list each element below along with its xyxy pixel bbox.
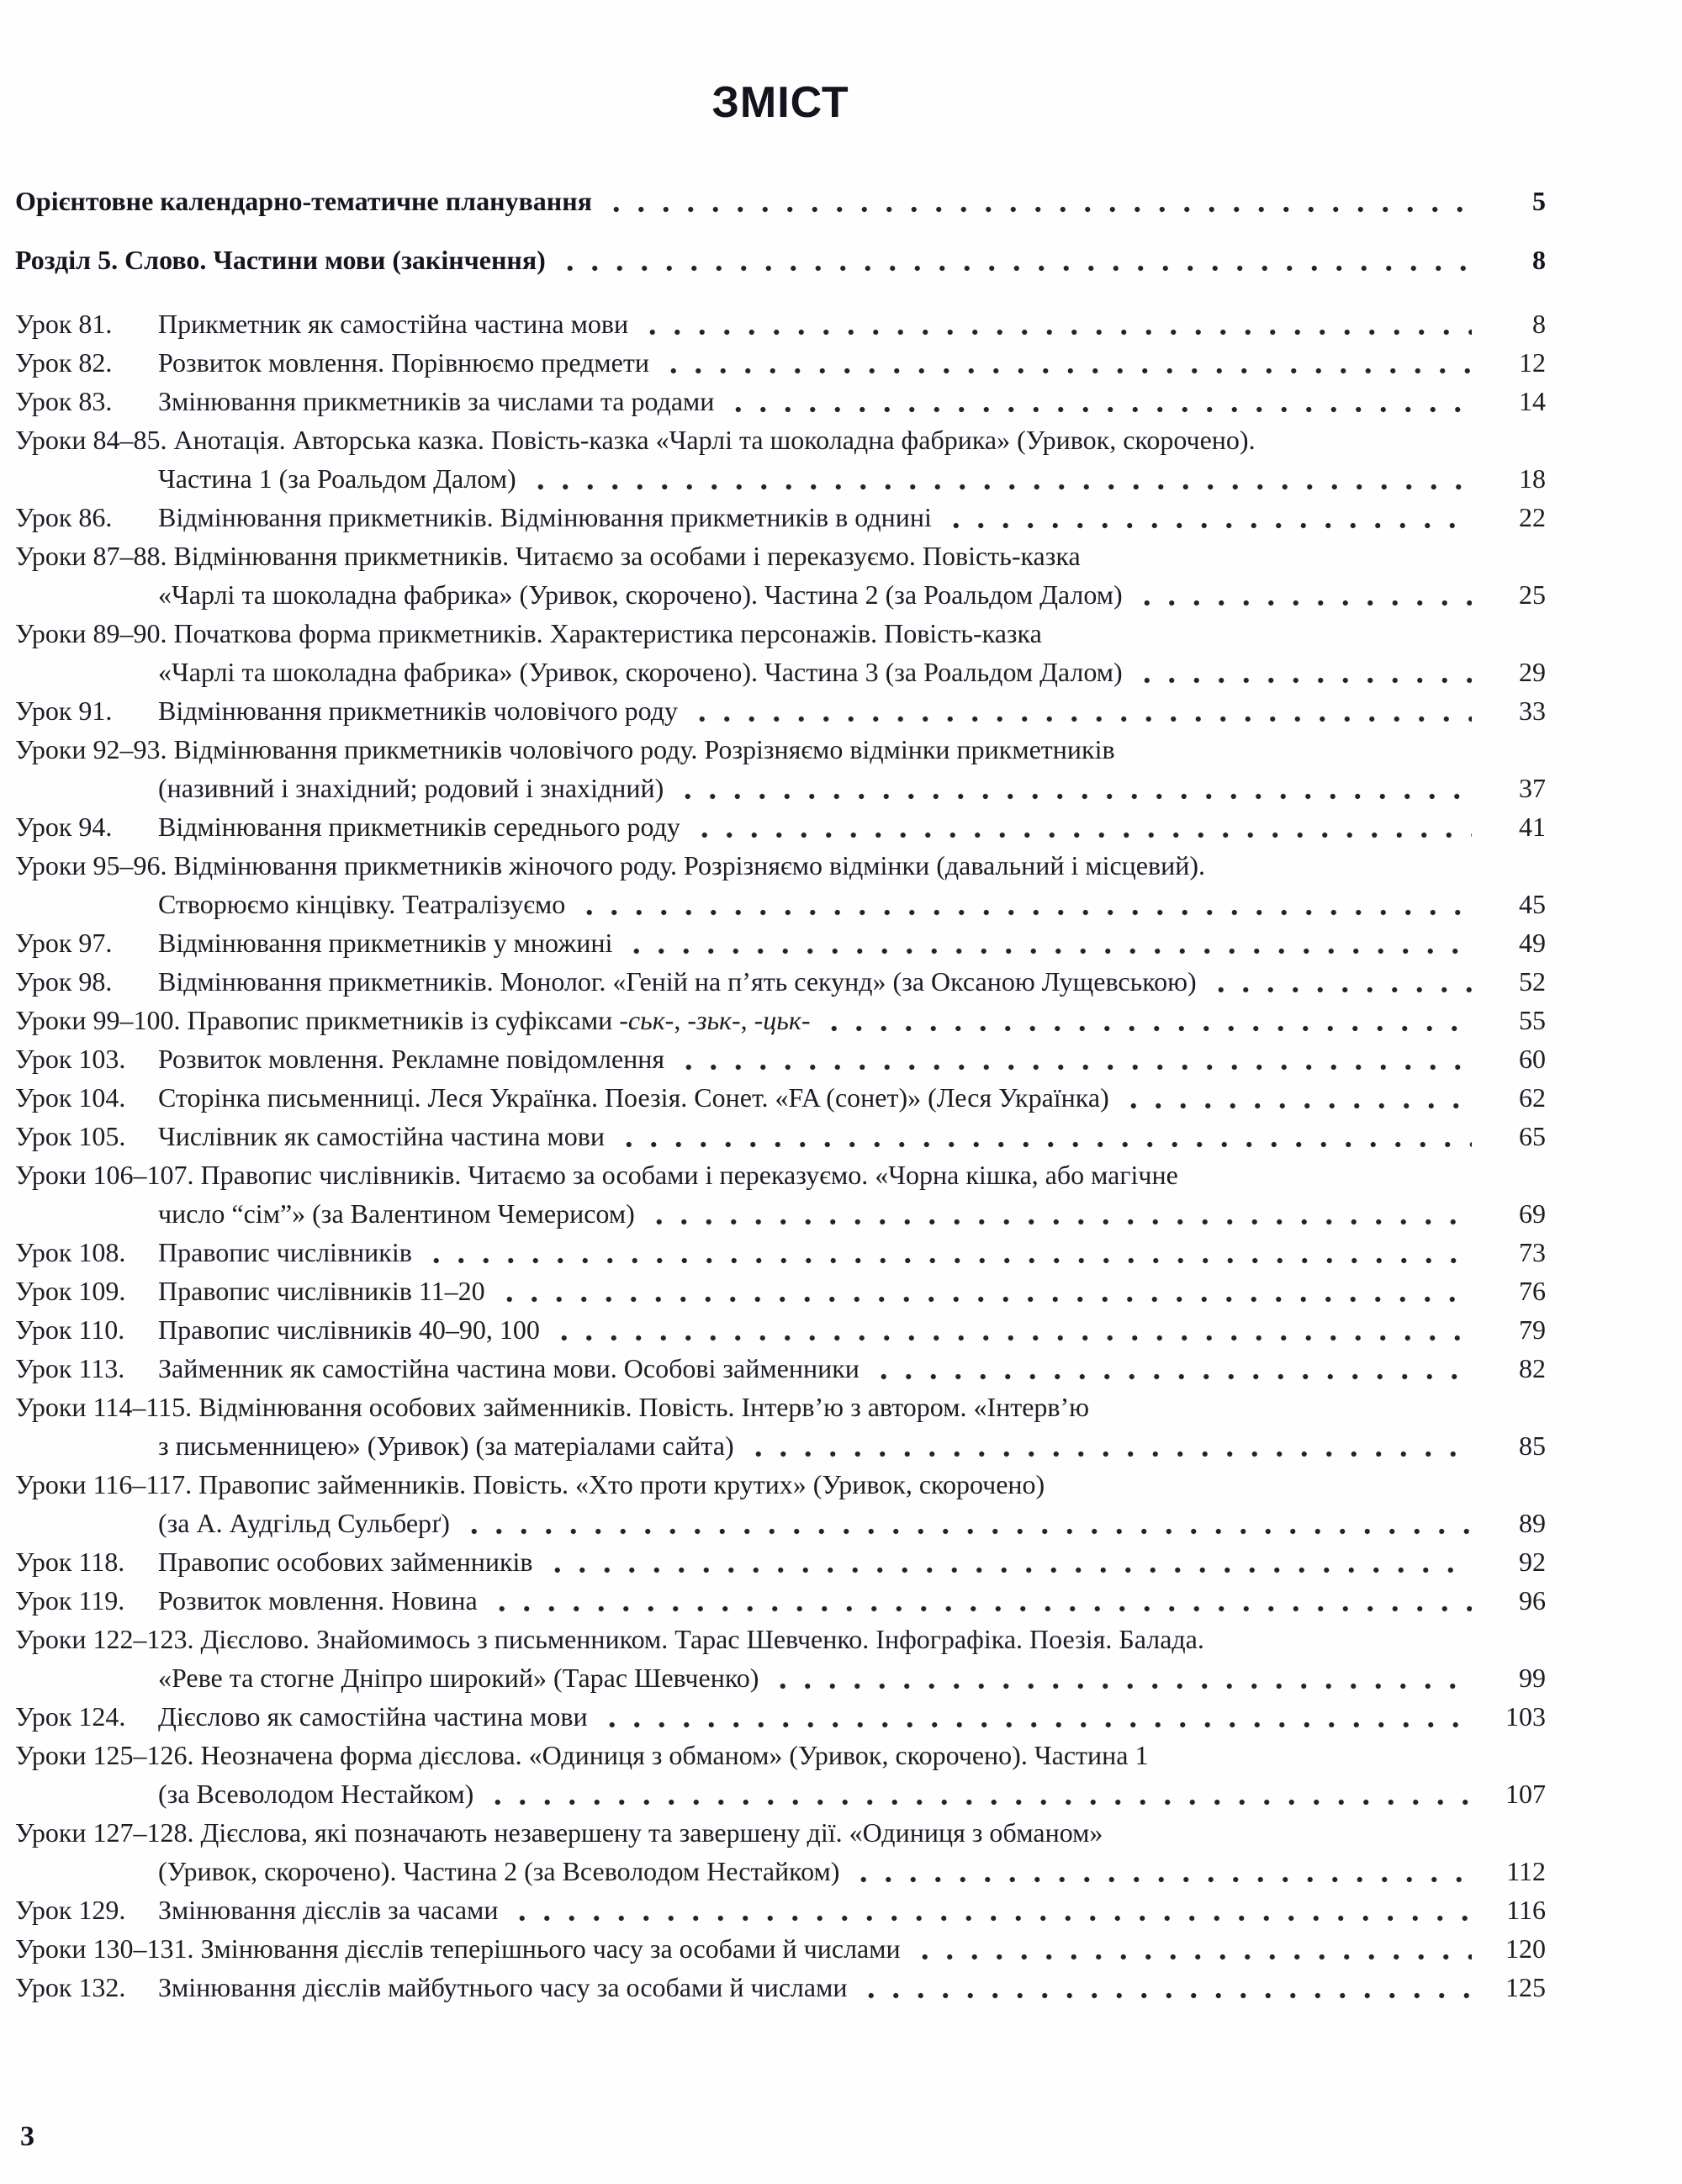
lesson-number-label: Урок 103. [15,1044,126,1074]
toc-entry-line-continuation [15,1852,1546,1891]
page-number: 41 [1519,812,1546,842]
entry-title-text: Змінювання дієслів за часами [158,1895,499,1925]
entry-title-text: Анотація. Авторська казка. Повість-казка «Чарлі та шоколадна фабрика» (Уривок, скорочено). [173,425,1256,455]
page-number: 60 [1519,1044,1546,1074]
dot-leader [911,1929,1472,1968]
page-number: 62 [1519,1082,1546,1113]
page-number: 8 [1532,309,1546,339]
toc-entry-line [15,1542,1546,1581]
page-number: 103 [1505,1701,1546,1732]
entry-title-text: Правопис числівників 40–90, 100 [158,1314,540,1345]
page-number: 29 [1519,657,1546,687]
toc-entry-line-continuation [15,653,1546,691]
entry-title-text: число “сім”» (за Валентином Чемерисом) [158,1198,635,1229]
toc-entry-line [15,498,1546,537]
toc-entry-line [15,807,1546,846]
toc-entry-line-continuation [15,575,1546,614]
entry-title-text: Неозначена форма дієслова. «Одиниця з обманом» (Уривок, скорочено). Частина 1 [200,1740,1149,1770]
lesson-number-label: Урок 118. [15,1547,125,1577]
toc-entry-line [15,1117,1546,1155]
dot-leader [674,1039,1472,1078]
toc-entry [15,846,1546,923]
toc-entry-line [15,846,1546,885]
lesson-number-label: Урок 113. [15,1353,125,1383]
toc-entry-line [15,691,1546,730]
entry-title-text: Відмінювання прикметників чоловічого роду. Розрізняємо відмінки прикметників [173,734,1115,764]
dot-leader [849,1852,1472,1891]
toc-entry [15,1310,1546,1349]
entry-title-text: Відмінювання прикметників у множині [158,928,613,958]
lesson-number-label: Урок 104. [15,1082,126,1113]
dot-leader [1133,575,1472,614]
entry-title-text: Частина 1 (за Роальдом Далом) [158,463,516,494]
toc-section-heading [15,241,1546,279]
page-number: 18 [1519,463,1546,494]
entry-title-text: Змінювання дієслів теперішнього часу за особами й числами [200,1933,901,1964]
toc-entry [15,1581,1546,1620]
lesson-number-label: Уроки 89–90. [15,618,174,648]
page-number: 82 [1519,1353,1546,1383]
entry-title-text: Відмінювання прикметників. Монолог. «Геній на п’ять секунд» (за Оксаною Лущевською) [158,966,1197,997]
lesson-number-label: Уроки 92–93. [15,734,174,764]
dot-leader [526,459,1472,498]
lesson-number-label: Урок 105. [15,1121,126,1151]
entry-title-text: «Чарлі та шоколадна фабрика» (Уривок, скорочено). Частина 2 (за Роальдом Далом) [158,579,1123,610]
toc-entry-line [15,1736,1546,1774]
entry-title-text: Відмінювання прикметників чоловічого роду [158,695,678,726]
footer-page-number: 3 [20,2121,34,2152]
dot-leader [1207,962,1472,1001]
entry-title-text: Відмінювання прикметників. Відмінювання прикметників в однині [158,502,932,532]
dot-leader [724,382,1472,420]
dot-leader [688,691,1472,730]
dot-leader [638,304,1472,343]
entry-title-text: «Чарлі та шоколадна фабрика» (Уривок, скорочено). Частина 3 (за Роальдом Далом) [158,657,1123,687]
toc-entry [15,1620,1546,1697]
entry-title-text: Числівник як самостійна частина мови [158,1121,605,1151]
toc-entry-line-continuation [15,1658,1546,1697]
toc-entry [15,1349,1546,1388]
lesson-number-label: Урок 94. [15,812,113,842]
page-number: 5 [1532,186,1546,216]
lesson-number-label: Урок 98. [15,966,113,997]
lesson-number-label: Уроки 122–123. [15,1624,201,1654]
toc-entry [15,807,1546,846]
dot-leader [615,1117,1472,1155]
toc-entry-line [15,241,1546,279]
page-number: 52 [1519,966,1546,997]
dot-leader [543,1542,1472,1581]
dot-leader [674,769,1472,807]
toc-entry-line [15,1388,1546,1426]
dot-leader [744,1426,1472,1465]
toc-entry [15,1929,1546,1968]
page-number: 125 [1505,1972,1546,2002]
entry-title-text: Відмінювання прикметників середнього роду [158,812,680,842]
dot-leader [602,182,1472,220]
page-number: 55 [1519,1005,1546,1035]
page-number: 8 [1532,245,1546,275]
toc-entry [15,1388,1546,1465]
lesson-number-label: Урок 82. [15,347,113,378]
entry-title-text: Правопис числівників [158,1237,412,1267]
toc-entry [15,1155,1546,1233]
toc-entry-line-continuation [15,1504,1546,1542]
toc-entry-line [15,1001,1546,1039]
lesson-number-label: Уроки 99–100. [15,1005,188,1035]
dot-leader [870,1349,1472,1388]
entry-title-text: Правопис числівників 11–20 [158,1276,485,1306]
entry-title-text: Відмінювання прикметників. Читаємо за особами і переказуємо. Повість-казка [173,541,1081,571]
toc-entry [15,1542,1546,1581]
entry-title-text: Змінювання прикметників за числами та родами [158,386,715,416]
toc-entry [15,730,1546,807]
page-number: 25 [1519,579,1546,610]
lesson-number-label: Уроки 130–131. [15,1933,201,1964]
page-number: 45 [1519,889,1546,919]
entry-title-text: Початкова форма прикметників. Характеристика персонажів. Повість-казка [173,618,1042,648]
entry-title-text: (називний і знахідний; родовий і знахідний) [158,773,664,803]
toc-entry [15,1039,1546,1078]
toc-entry [15,304,1546,343]
page-number: 69 [1519,1198,1546,1229]
page-number: 96 [1519,1585,1546,1616]
dot-leader [645,1194,1472,1233]
entry-title-text: «Реве та стогне Дніпро широкий» (Тарас Шевченко) [158,1663,759,1693]
lesson-number-label: Урок 91. [15,695,113,726]
toc-entry-line [15,304,1546,343]
dot-leader [942,498,1472,537]
dot-leader [769,1658,1472,1697]
toc-entry [15,1078,1546,1117]
entry-title-text: Змінювання дієслів майбутнього часу за особами й числами [158,1972,848,2002]
page-number: 73 [1519,1237,1546,1267]
toc-entry-line [15,1891,1546,1929]
toc-entry-line-continuation [15,1194,1546,1233]
toc-entry-line [15,343,1546,382]
entry-title-text: Дієслова, які позначають незавершену та завершену дії. «Одиниця з обманом» [200,1817,1103,1848]
entry-title-text: Відмінювання прикметників жіночого роду. Розрізняємо відмінки (давальний і місцевий). [173,850,1206,880]
dot-leader [550,1310,1472,1349]
toc-entry [15,962,1546,1001]
lesson-number-label: Урок 108. [15,1237,126,1267]
dot-leader [460,1504,1472,1542]
entry-title-text: Прикметник як самостійна частина мови [158,309,629,339]
toc-entry [15,420,1546,498]
toc-entry-line [15,614,1546,653]
entry-title-text: Дієслово. Знайомимось з письменником. Тарас Шевченко. Інфографіка. Поезія. Балада. [200,1624,1204,1654]
page-number: 112 [1506,1856,1546,1886]
entry-title-text: (Уривок, скорочено). Частина 2 (за Всеволодом Нестайком) [158,1856,840,1886]
page-number: 22 [1519,502,1546,532]
toc-entry [15,537,1546,614]
dot-leader [622,923,1472,962]
toc-entry [15,1465,1546,1542]
entry-title-text: Правопис займенників. Повість. «Хто проти крутих» (Уривок, скорочено) [198,1469,1045,1499]
lesson-number-label: Урок 110. [15,1314,125,1345]
entry-title-text: (за А. Аудгільд Сульберґ) [158,1508,450,1538]
toc-entry-line [15,1078,1546,1117]
toc-entry-line [15,923,1546,962]
entry-title-text: (за Всеволодом Нестайком) [158,1779,474,1809]
toc-entry-line [15,730,1546,769]
toc-entry [15,1001,1546,1039]
toc-entry-line-continuation [15,1774,1546,1813]
toc-entry-line [15,1310,1546,1349]
toc-entry-line [15,1813,1546,1852]
dot-leader [659,343,1472,382]
lesson-number-label: Урок 124. [15,1701,126,1732]
dot-leader [495,1272,1472,1310]
toc-entry-line [15,1039,1546,1078]
toc-entry [15,1891,1546,1929]
page-number: 14 [1519,386,1546,416]
toc-entry-line [15,1272,1546,1310]
toc-entry [15,1736,1546,1813]
lesson-number-label: Урок 97. [15,928,113,958]
toc-entry [15,498,1546,537]
toc-entry-line [15,1697,1546,1736]
entry-title-text: з письменницею» (Уривок) (за матеріалами сайта) [158,1430,734,1461]
dot-leader [598,1697,1472,1736]
lesson-number-label: Урок 83. [15,386,113,416]
dot-leader [857,1968,1472,2007]
entry-title-text: Орієнтовне календарно-тематичне планування [15,186,592,216]
entry-title-text: Розвиток мовлення. Рекламне повідомлення [158,1044,665,1074]
toc-entry-line [15,1233,1546,1272]
toc-entry-line-continuation [15,885,1546,923]
lesson-number-label: Урок 81. [15,309,113,339]
toc-entry-line [15,1155,1546,1194]
page-number: 85 [1519,1430,1546,1461]
toc-entry-line [15,1465,1546,1504]
dot-leader [488,1581,1472,1620]
entry-title-text: Відмінювання особових займенників. Повість. Інтерв’ю з автором. «Інтерв’ю [198,1392,1090,1422]
toc-entry-line [15,182,1546,220]
page-number: 120 [1505,1933,1546,1964]
toc-entry-line [15,1581,1546,1620]
page-number: 107 [1505,1779,1546,1809]
toc-entry [15,1233,1546,1272]
toc-entry-line [15,382,1546,420]
lesson-number-label: Урок 129. [15,1895,126,1925]
toc-entry [15,1813,1546,1891]
entry-title-text: Правопис прикметників із суфіксами -ськ-, -зьк-, -цьк- [187,1005,811,1035]
entry-title-text: Займенник як самостійна частина мови. Особові займенники [158,1353,860,1383]
page-title: ЗМІСТ [711,78,849,127]
dot-leader [556,241,1472,279]
toc-entry [15,691,1546,730]
table-of-contents [15,182,1546,2007]
dot-leader [690,807,1472,846]
lesson-number-label: Уроки 127–128. [15,1817,201,1848]
lesson-number-label: Урок 109. [15,1276,126,1306]
page-number: 12 [1519,347,1546,378]
page-number: 76 [1519,1276,1546,1306]
page-number: 89 [1519,1508,1546,1538]
entry-title-text: Сторінка письменниці. Леся Українка. Поезія. Сонет. «FA (сонет)» (Леся Українка) [158,1082,1109,1113]
lesson-number-label: Уроки 95–96. [15,850,174,880]
entry-title-text: Правопис особових займенників [158,1547,533,1577]
lesson-number-label: Урок 119. [15,1585,125,1616]
entry-title-text: Розвиток мовлення. Новина [158,1585,478,1616]
page-number: 33 [1519,695,1546,726]
lesson-number-label: Уроки 116–117. [15,1469,199,1499]
page-number: 99 [1519,1663,1546,1693]
lesson-number-label: Уроки 125–126. [15,1740,201,1770]
toc-entry-line-continuation [15,769,1546,807]
page-number: 37 [1519,773,1546,803]
toc-entry [15,614,1546,691]
page-number: 92 [1519,1547,1546,1577]
page-number: 79 [1519,1314,1546,1345]
toc-entry [15,343,1546,382]
lesson-number-label: Урок 132. [15,1972,126,2002]
toc-entry-line [15,962,1546,1001]
toc-entry [15,923,1546,962]
dot-leader [1133,653,1472,691]
dot-leader [1119,1078,1472,1117]
toc-entry-line [15,420,1546,459]
toc-entry [15,1117,1546,1155]
entry-title-text: Розвиток мовлення. Порівнюємо предмети [158,347,649,378]
entry-title-text: Дієслово як самостійна частина мови [158,1701,588,1732]
lesson-number-label: Уроки 84–85. [15,425,174,455]
lesson-number-label: Урок 86. [15,502,113,532]
dot-leader [484,1774,1472,1813]
toc-entry-line [15,1968,1546,2007]
toc-entry-line-continuation [15,459,1546,498]
lesson-number-label: Уроки 87–88. [15,541,174,571]
toc-entry [15,382,1546,420]
entry-title-text: Розділ 5. Слово. Частини мови (закінчення) [15,245,546,275]
toc-entry-line [15,1929,1546,1968]
dot-leader [575,885,1472,923]
lesson-number-label: Уроки 114–115. [15,1392,199,1422]
dot-leader [422,1233,1472,1272]
toc-entry-line [15,1620,1546,1658]
toc-section-heading [15,182,1546,220]
toc-entry-line [15,1349,1546,1388]
dot-leader [820,1001,1472,1039]
entry-title-text: Створюємо кінцівку. Театралізуємо [158,889,566,919]
toc-entry-line [15,537,1546,575]
toc-entry [15,1697,1546,1736]
dot-leader [508,1891,1472,1929]
toc-entry-line-continuation [15,1426,1546,1465]
page-number: 65 [1519,1121,1546,1151]
page-number: 49 [1519,928,1546,958]
toc-entry [15,1968,1546,2007]
entry-title-text: Правопис числівників. Читаємо за особами і переказуємо. «Чорна кішка, або магічне [200,1160,1178,1190]
toc-entry [15,1272,1546,1310]
page-number: 116 [1506,1895,1546,1925]
lesson-number-label: Уроки 106–107. [15,1160,201,1190]
